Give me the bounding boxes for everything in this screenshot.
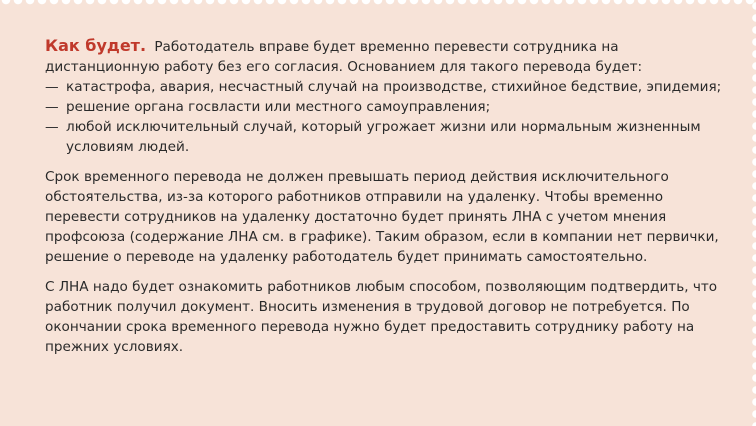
- term-paragraph: Срок временного перевода не должен превышать период действия исключительного обстоятельства, из-за которого работников отправили на удаленку. Чтобы временно перевести сотрудников на удаленку достаточно будет принять ЛНА с учетом мнения профсоюза (содержание ЛНА см. в графике). Таким образом, если в компании нет первички, решение о переводе на удаленку работодатель будет принимать самостоятельно.: [45, 169, 719, 265]
- intro-paragraph: [45, 36, 736, 77]
- perforated-top-edge: [0, 0, 756, 8]
- acquaintance-paragraph: С ЛНА надо будет ознакомить работников любым способом, позволяющим подтвердить, что работник получил документ. Вносить изменения в трудовой договор не потребуется. По окончании срока временного перевода нужно будет предоставить сотруднику работу на прежних условиях.: [45, 279, 718, 355]
- perforated-right-edge: [750, 0, 756, 426]
- intro-text: Работодатель вправе будет временно перевести сотрудника на дистанционную работу без его согласия. Основанием для такого перевода будет:: [45, 39, 643, 75]
- list-dash: —: [45, 79, 59, 95]
- list-dash: —: [45, 99, 59, 115]
- list-item-text: катастрофа, авария, несчастный случай на производстве, стихийное бедствие, эпидемия;: [66, 79, 722, 95]
- list-item-text: решение органа госвласти или местного самоуправления;: [66, 99, 491, 115]
- list-item-text: любой исключительный случай, который угрожает жизни или нормальным жизненным условиям людей.: [66, 119, 701, 155]
- grounds-list: [45, 77, 736, 157]
- list-item: [45, 117, 736, 157]
- list-item: [45, 97, 736, 117]
- list-item: [45, 77, 736, 97]
- intro-heading: Как будет.: [45, 36, 147, 55]
- list-dash: —: [45, 119, 59, 135]
